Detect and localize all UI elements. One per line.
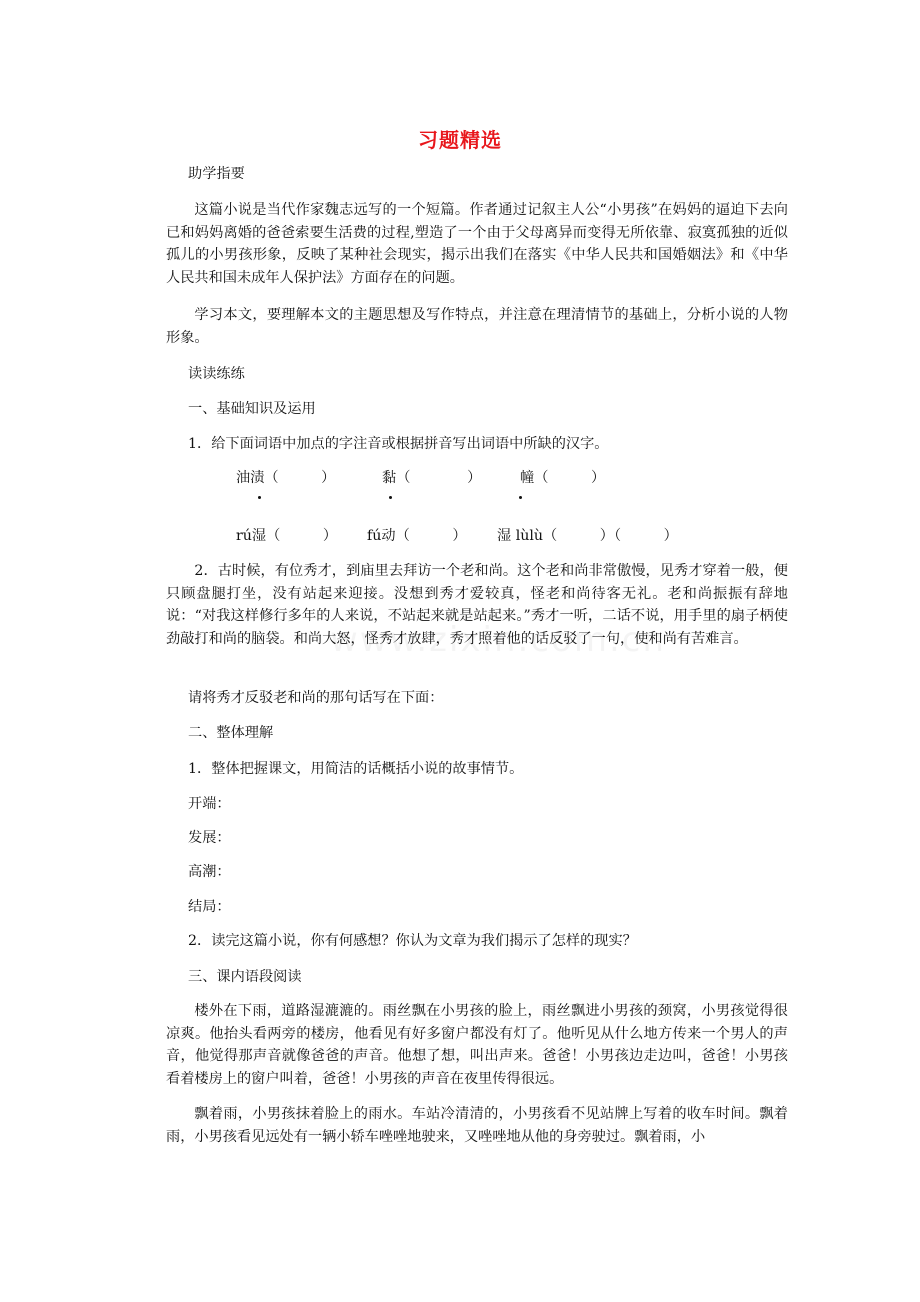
question-1: 1．给下面词语中加点的字注音或根据拼音写出词语中所缺的汉字。 — [188, 436, 609, 452]
reading-paragraph-1: 楼外在下雨，道路湿漉漉的。雨丝飘在小男孩的脸上，雨丝飘进小男孩的颈窝，小男孩觉得很凉爽。他抬头看两旁的楼房，他看见有好多窗户都没有灯了。他听见从什么地方传来一个男人的声音，他觉得那声音就像爸爸的声音。他想了想，叫出声来。爸爸！小男孩边走边叫，爸爸！小男孩看着楼房上的窗户叫着，爸爸！小男孩的声音在夜里传得很远。 — [166, 1003, 788, 1087]
question-3: 1．整体把握课文，用简洁的话概括小说的故事情节。 — [188, 761, 524, 777]
question-4: 2．读完这篇小说，你有何感想？你认为文章为我们揭示了怎样的现实？ — [188, 933, 637, 949]
part2-heading: 二、整体理解 — [188, 725, 274, 741]
question-2-prompt: 请将秀才反驳老和尚的那句话写在下面： — [188, 690, 444, 706]
part3-heading: 三、课内语段阅读 — [188, 969, 302, 985]
reading-paragraph-2: 飘着雨，小男孩抹着脸上的雨水。车站冷清清的，小男孩看不见站牌上写着的收车时间。飘着雨，小男孩看见远处有一辆小轿车唑唑地驶来，又唑唑地从他的身旁驶过。飘着雨，小 — [166, 1106, 788, 1145]
plot-development: 发展： — [188, 830, 231, 846]
guide-paragraph-2: 学习本文，要理解本文的主题思想及写作特点，并注意在理清情节的基础上，分析小说的人物形象。 — [166, 307, 788, 346]
question-2: 2．古时候，有位秀才，到庙里去拜访一个老和尚。这个老和尚非常傲慢，见秀才穿着一般，便只顾盘腿打坐，没有站起来迎接。没想到秀才爱较真，怪老和尚待客无礼。老和尚振振有辞地说：“对我这样修行多年的人来说，不站起来就是站起来。”秀才一听，二话不说，用手里的扇子柄使劲敲打和尚的脑袋。和尚大怒，怪秀才放肆，秀才照着他的话反驳了一句，使和尚有苦难言。 — [166, 563, 788, 647]
plot-ending: 结局： — [188, 899, 231, 915]
q1-item-2: 黏（ ） — [382, 470, 482, 486]
plot-start: 开端： — [188, 796, 231, 812]
q1-item-1: 油渍（ ） — [236, 470, 336, 486]
plot-climax: 高潮： — [188, 864, 231, 880]
q1-item-3: 幢（ ） — [520, 470, 606, 486]
part1-heading: 一、基础知识及运用 — [188, 401, 316, 417]
guide-paragraph-1: 这篇小说是当代作家魏志远写的一个短篇。作者通过记叙主人公“小男孩”在妈妈的逼迫下去向已和妈妈离婚的爸爸索要生活费的过程,塑造了一个由于父母离异而变得无所依靠、寂寞孤独的近似孤儿的小男孩形象，反映了某种社会现实，揭示出我们在落实《中华人民共和国婚姻法》和《中华人民共和国未成年人保护法》方面存在的问题。 — [166, 202, 788, 286]
emphasis-dot — [519, 496, 522, 499]
emphasis-dot — [389, 496, 392, 499]
emphasis-dot — [258, 496, 261, 499]
guide-heading: 助学指要 — [188, 166, 245, 182]
q1-item-4: rú湿（ ） — [236, 528, 338, 544]
q1-item-6: 湿 lùlù（ ）（ ） — [497, 528, 678, 544]
q1-item-5: fú动（ ） — [367, 528, 467, 544]
practice-heading: 读读练练 — [188, 366, 245, 382]
page-title: 习题精选 — [418, 128, 502, 152]
